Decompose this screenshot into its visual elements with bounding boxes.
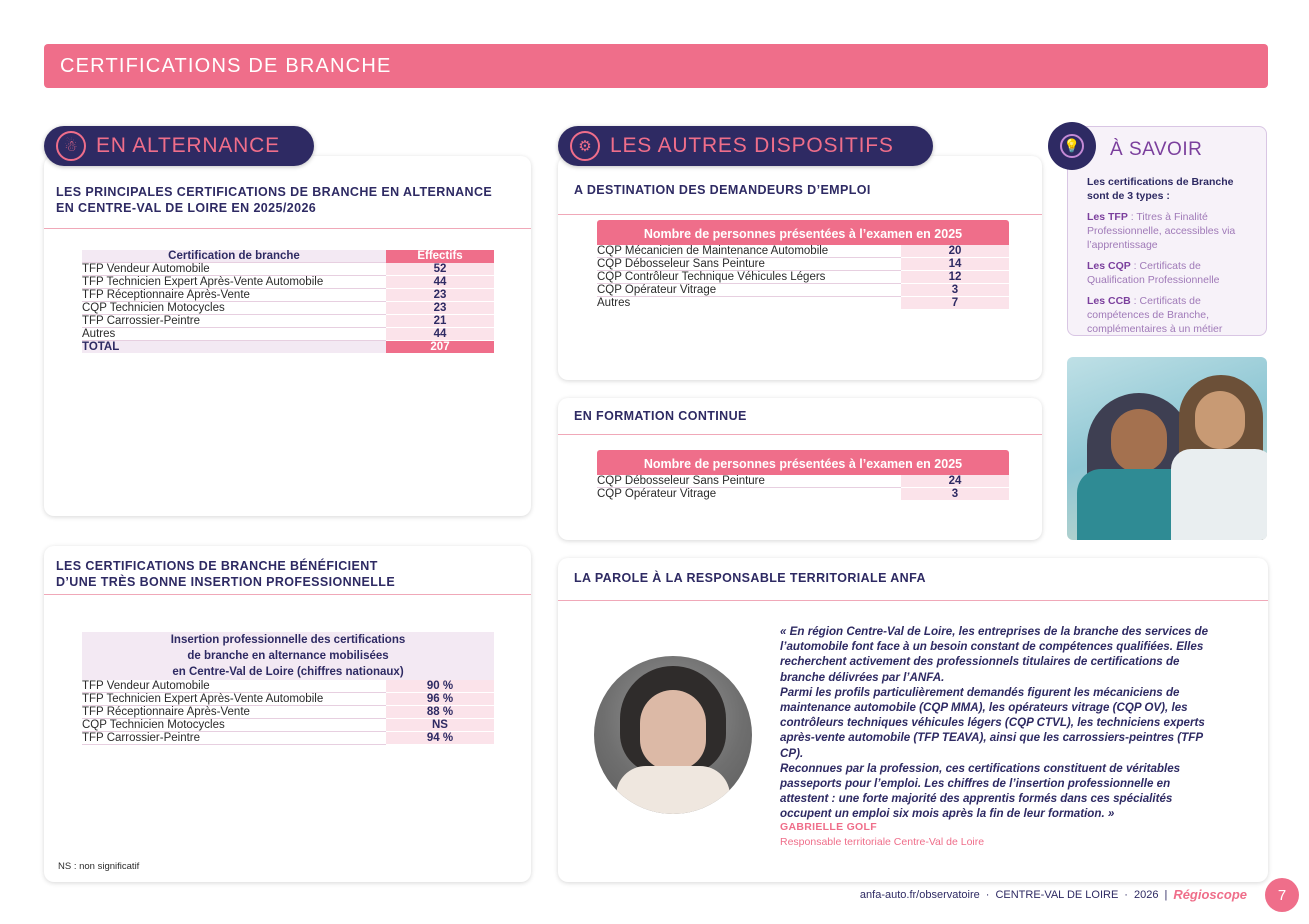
page-number: 7 — [1265, 878, 1299, 912]
table-row — [82, 706, 494, 719]
table-header-row — [82, 250, 494, 263]
table-total-row — [82, 341, 494, 354]
cell-value: 12 — [901, 271, 1009, 284]
demandeurs-subtitle: A DESTINATION DES DEMANDEURS D’EMPLOI — [574, 183, 871, 197]
divider — [44, 594, 531, 595]
a-savoir-item: Les TFP : Titres à Finalité Professionnelle, accessibles via l’apprentissage — [1087, 211, 1236, 251]
demandeurs-table-header: Nombre de personnes présentées à l’examen en 2025 — [597, 220, 1009, 248]
insertion-subtitle: LES CERTIFICATIONS DE BRANCHE BÉNÉFICIENT D’UNE TRÈS BONNE INSERTION PROFESSIONNELLE — [56, 559, 396, 589]
table-row — [82, 328, 494, 341]
table-row — [82, 302, 494, 315]
cell-label: Autres — [82, 328, 386, 341]
cell-label: CQP Contrôleur Technique Véhicules Légers — [597, 271, 901, 284]
cell-value: 52 — [386, 263, 494, 276]
table-formation-continue — [597, 475, 1009, 501]
cell-value: 88 % — [386, 706, 494, 719]
section-label-alternance: EN ALTERNANCE — [96, 134, 280, 157]
cell-value: 7 — [901, 297, 1009, 310]
photo-face-left — [1111, 409, 1167, 473]
cell-value: 44 — [386, 328, 494, 341]
gears-icon: ⚙ — [570, 131, 600, 161]
page-title: CERTIFICATIONS DE BRANCHE — [60, 54, 392, 77]
cell-value: 3 — [901, 284, 1009, 297]
avatar-body — [616, 766, 730, 814]
cell-label: CQP Opérateur Vitrage — [597, 488, 901, 501]
table-row — [597, 297, 1009, 310]
cell-label: Autres — [597, 297, 901, 310]
table-row — [82, 732, 494, 745]
cell-value: 23 — [386, 289, 494, 302]
footer-region: CENTRE-VAL DE LOIRE — [995, 888, 1119, 901]
footer-sep: · — [1124, 888, 1128, 901]
alternance-subtitle: LES PRINCIPALES CERTIFICATIONS DE BRANCHE EN ALTERNANCE EN CENTRE-VAL DE LOIRE EN 2025/2026 — [56, 185, 493, 215]
footer-sep: · — [985, 888, 990, 901]
cell-label: CQP Mécanicien de Maintenance Automobile — [597, 245, 901, 258]
table-row — [82, 693, 494, 706]
table-row — [82, 719, 494, 732]
table-demandeurs — [597, 245, 1009, 310]
footer-sep: | — [1164, 888, 1168, 901]
continue-table-header: Nombre de personnes présentées à l’examen en 2025 — [597, 450, 1009, 478]
cell-label: TFP Réceptionnaire Après-Vente — [82, 289, 386, 302]
col-header-effectifs: Effectifs — [386, 250, 494, 263]
cell-label: TFP Vendeur Automobile — [82, 680, 386, 693]
cell-label: TFP Carrossier-Peintre — [82, 732, 386, 745]
table-header-row — [82, 632, 494, 680]
photo-body-right — [1171, 449, 1267, 540]
cell-label: TFP Réceptionnaire Après-Vente — [82, 706, 386, 719]
cell-value: 20 — [901, 245, 1009, 258]
cell-value: 14 — [901, 258, 1009, 271]
cell-value: 23 — [386, 302, 494, 315]
cell-value: NS — [386, 719, 494, 732]
cell-value: 94 % — [386, 732, 494, 745]
section-label-dispositifs: LES AUTRES DISPOSITIFS — [610, 134, 894, 157]
col-header-certification: Certification de branche — [82, 250, 386, 263]
photo-face-right — [1195, 391, 1245, 449]
a-savoir-item: Les CCB : Certificats de compétences de Branche, complémentaires à un métier — [1087, 295, 1223, 335]
lightbulb-icon: 💡 — [1060, 134, 1084, 158]
cell-label: CQP Débosseleur Sans Peinture — [597, 258, 901, 271]
total-value: 207 — [386, 341, 494, 354]
table-row — [82, 263, 494, 276]
table-row — [82, 276, 494, 289]
lightbulb-badge — [1048, 122, 1096, 170]
table-row — [82, 315, 494, 328]
photo-apprentices — [1067, 357, 1267, 540]
continue-subtitle: EN FORMATION CONTINUE — [574, 409, 747, 423]
cell-label: CQP Opérateur Vitrage — [597, 284, 901, 297]
table-insertion — [82, 632, 494, 745]
quote-author-role: Responsable territoriale Centre-Val de Loire — [780, 836, 985, 848]
table-row — [597, 271, 1009, 284]
a-savoir-title: À SAVOIR — [1110, 139, 1203, 160]
page-banner — [44, 44, 1268, 88]
quote-text — [780, 624, 1220, 822]
insertion-table-header: Insertion professionnelle des certifications de branche en alternance mobilisées en Centre-Val de Loire (chiffres nationaux) — [82, 632, 494, 680]
footer-site[interactable]: anfa-auto.fr/observatoire — [859, 888, 980, 901]
cell-value: 24 — [901, 475, 1009, 488]
cell-label: TFP Technicien Expert Après-Vente Automobile — [82, 276, 386, 289]
table-row — [597, 258, 1009, 271]
cell-label: TFP Vendeur Automobile — [82, 263, 386, 276]
avatar-face — [640, 690, 706, 770]
section-header-alternance — [44, 126, 314, 166]
divider — [558, 434, 1042, 435]
cell-label: TFP Carrossier-Peintre — [82, 315, 386, 328]
table-row — [82, 680, 494, 693]
table-alternance — [82, 250, 494, 353]
avatar — [594, 656, 752, 814]
person-badge-icon: ☃ — [56, 131, 86, 161]
insertion-note: NS : non significatif — [58, 861, 140, 872]
page-footer — [860, 887, 1247, 902]
table-row — [597, 488, 1009, 501]
cell-value: 21 — [386, 315, 494, 328]
parole-subtitle: LA PAROLE À LA RESPONSABLE TERRITORIALE ANFA — [574, 571, 926, 585]
table-row — [597, 284, 1009, 297]
cell-label: CQP Technicien Motocycles — [82, 719, 386, 732]
cell-value: 96 % — [386, 693, 494, 706]
cell-value: 3 — [901, 488, 1009, 501]
cell-value: 90 % — [386, 680, 494, 693]
footer-brand: Régioscope — [1173, 887, 1247, 902]
cell-label: CQP Débosseleur Sans Peinture — [597, 475, 901, 488]
divider — [558, 214, 1042, 215]
cell-label: TFP Technicien Expert Après-Vente Automobile — [82, 693, 386, 706]
divider — [558, 600, 1268, 601]
a-savoir-intro: Les certifications de Branche sont de 3 types : — [1087, 176, 1234, 202]
a-savoir-item: Les CQP : Certificats de Qualification Professionnelle — [1087, 260, 1220, 286]
quote-paragraph: Parmi les profils particulièrement demandés figurent les mécaniciens de maintenance automobile (CQP MMA), les opérateurs vitrage (CQP OV), les contrôleurs techniques véhicules légers (CQP CTVL), les techniciens experts après-vente automobile (TFP TEAVA), ainsi que les carrossiers-peintres (TFP CP). — [780, 685, 1205, 760]
divider — [44, 228, 531, 229]
section-header-dispositifs — [558, 126, 933, 166]
quote-paragraph: « En région Centre-Val de Loire, les entreprises de la branche des services de l’automobile font face à un besoin constant de compétences qualifiées. Elles recherchent activement des professionnels titulaires de certifications de branche délivrées par l’ANFA. — [780, 625, 1209, 684]
quote-paragraph: Reconnues par la profession, ces certifications constituent de véritables passeports pour l’emploi. Les chiffres de l’insertion professionnelle en attestent : une forte majorité des apprentis formés dans ces spécialités occupent un emploi six mois après la fin de leur formation. » — [780, 761, 1181, 821]
total-label: TOTAL — [82, 341, 386, 354]
table-row — [597, 475, 1009, 488]
table-row — [82, 289, 494, 302]
cell-value: 44 — [386, 276, 494, 289]
footer-year: 2026 — [1133, 888, 1159, 901]
a-savoir-body — [1087, 175, 1255, 343]
cell-label: CQP Technicien Motocycles — [82, 302, 386, 315]
table-row — [597, 245, 1009, 258]
quote-author-name: GABRIELLE GOLF — [780, 821, 877, 833]
